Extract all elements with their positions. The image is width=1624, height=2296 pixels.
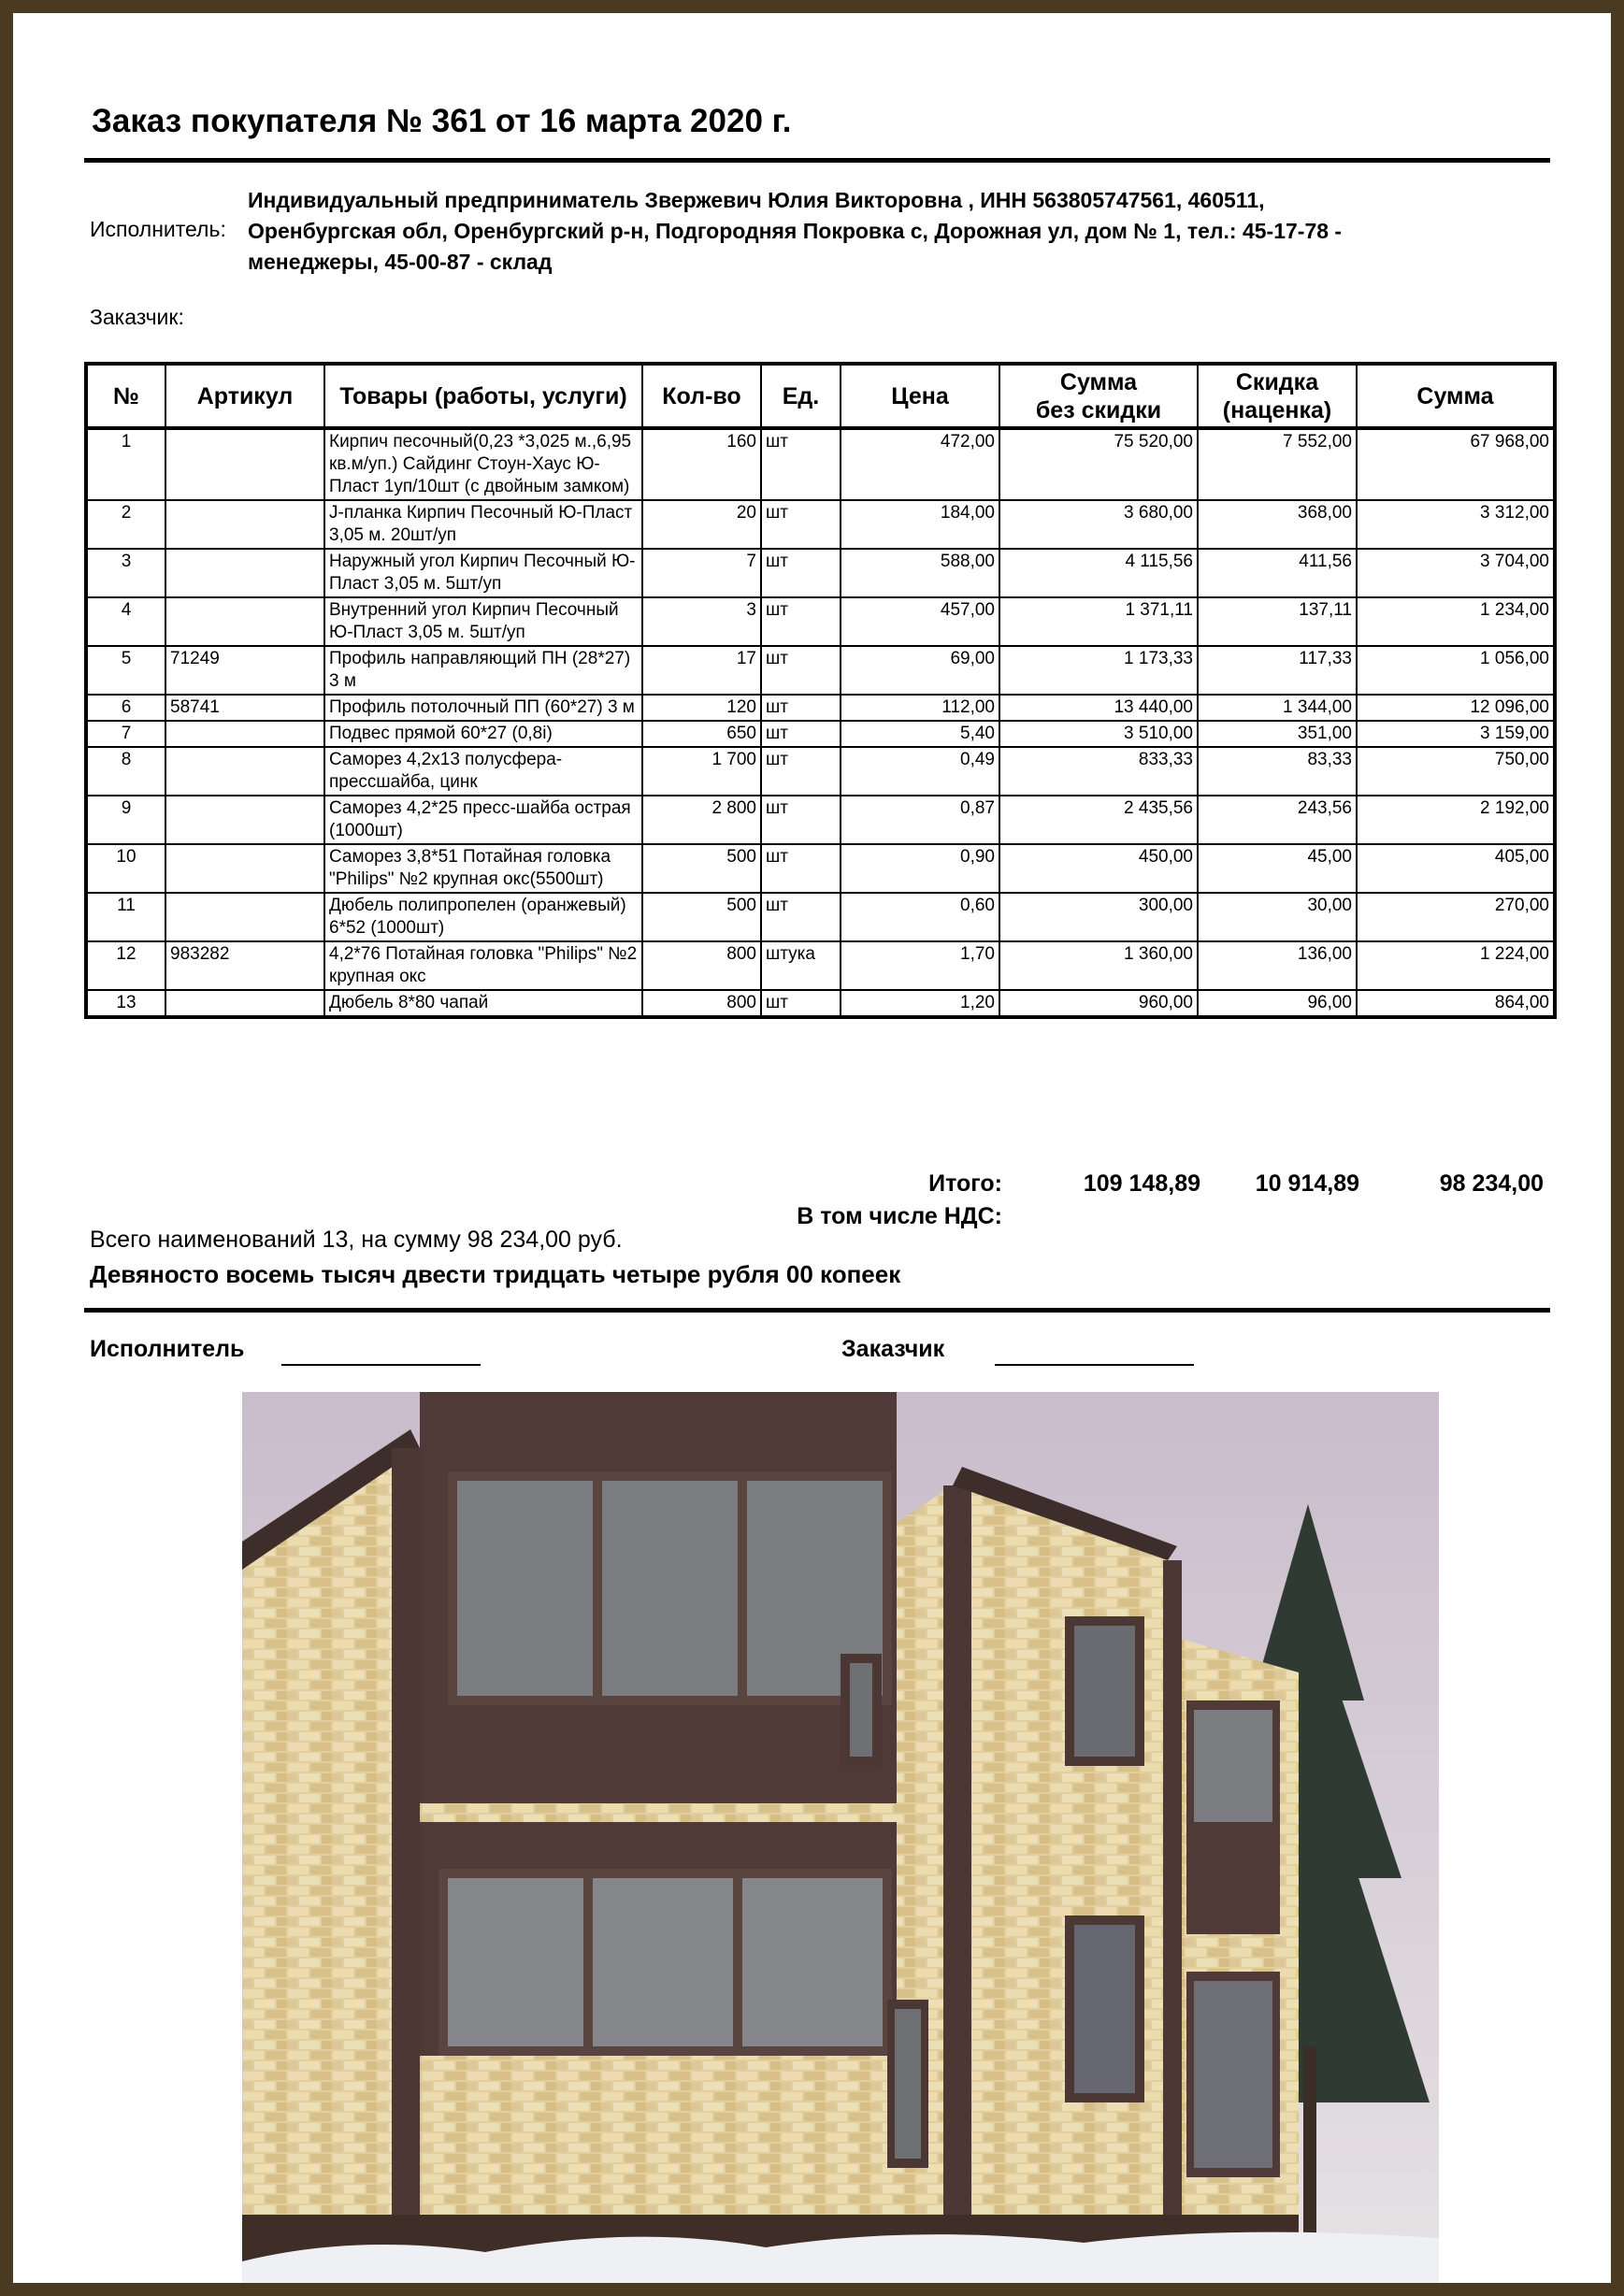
row-sum-no-discount: 1 371,11: [999, 597, 1198, 646]
total-discount: 10 914,89: [1255, 1170, 1359, 1197]
row-discount: 117,33: [1198, 646, 1357, 695]
row-number: 3: [86, 549, 165, 597]
row-discount: 96,00: [1198, 990, 1357, 1017]
row-goods-name: Профиль направляющий ПН (28*27) 3 м: [324, 646, 642, 695]
row-quantity: 20: [642, 500, 761, 549]
row-article: 71249: [165, 646, 324, 695]
row-sum: 270,00: [1357, 893, 1555, 941]
row-goods-name: Профиль потолочный ПП (60*27) 3 м: [324, 695, 642, 721]
row-quantity: 3: [642, 597, 761, 646]
row-unit: шт: [761, 990, 841, 1017]
row-discount: 45,00: [1198, 844, 1357, 893]
row-sum-no-discount: 1 360,00: [999, 941, 1198, 990]
order-document: [13, 13, 1611, 2283]
row-unit: штука: [761, 941, 841, 990]
header-price: Цена: [841, 364, 999, 428]
row-discount: 137,11: [1198, 597, 1357, 646]
row-goods-name: 4,2*76 Потайная головка "Philips" №2 крупная окс: [324, 941, 642, 990]
row-quantity: 7: [642, 549, 761, 597]
row-quantity: 800: [642, 941, 761, 990]
row-number: 11: [86, 893, 165, 941]
row-price: 69,00: [841, 646, 999, 695]
row-price: 112,00: [841, 695, 999, 721]
row-sum: 3 704,00: [1357, 549, 1555, 597]
row-price: 0,49: [841, 747, 999, 796]
house-illustration: [242, 1392, 1439, 2283]
row-unit: шт: [761, 695, 841, 721]
row-quantity: 120: [642, 695, 761, 721]
row-price: 0,87: [841, 796, 999, 844]
items-count-summary: Всего наименований 13, на сумму 98 234,00 руб.: [90, 1227, 623, 1253]
row-discount: 136,00: [1198, 941, 1357, 990]
row-unit: шт: [761, 428, 841, 500]
row-unit: шт: [761, 549, 841, 597]
table-body: [86, 428, 1555, 1017]
table-row: [86, 747, 1555, 796]
row-sum-no-discount: 3 510,00: [999, 721, 1198, 747]
row-price: 184,00: [841, 500, 999, 549]
row-article: [165, 893, 324, 941]
row-article: [165, 428, 324, 500]
row-unit: шт: [761, 796, 841, 844]
row-number: 9: [86, 796, 165, 844]
row-article: [165, 796, 324, 844]
row-goods-name: Внутренний угол Кирпич Песочный Ю-Пласт 3,05 м. 5шт/уп: [324, 597, 642, 646]
row-article: [165, 747, 324, 796]
table-row: [86, 721, 1555, 747]
customer-label: Заказчик:: [90, 305, 184, 329]
header-sum: Сумма: [1357, 364, 1555, 428]
row-unit: шт: [761, 721, 841, 747]
table-row: [86, 549, 1555, 597]
row-goods-name: Саморез 3,8*51 Потайная головка "Philips" №2 крупная окс(5500шт): [324, 844, 642, 893]
total-sum-no-discount: 109 148,89: [1083, 1170, 1200, 1197]
row-article: [165, 844, 324, 893]
row-goods-name: Дюбель 8*80 чапай: [324, 990, 642, 1017]
row-discount: 368,00: [1198, 500, 1357, 549]
table-row: [86, 597, 1555, 646]
row-sum-no-discount: 300,00: [999, 893, 1198, 941]
row-goods-name: Дюбель полипропелен (оранжевый) 6*52 (1000шт): [324, 893, 642, 941]
row-article: [165, 721, 324, 747]
customer-signature-line: [995, 1364, 1194, 1366]
row-sum-no-discount: 450,00: [999, 844, 1198, 893]
row-number: 1: [86, 428, 165, 500]
table-row: [86, 428, 1555, 500]
row-sum-no-discount: 1 173,33: [999, 646, 1198, 695]
row-article: [165, 549, 324, 597]
table-row: [86, 500, 1555, 549]
row-unit: шт: [761, 844, 841, 893]
row-sum: 12 096,00: [1357, 695, 1555, 721]
table-row: [86, 941, 1555, 990]
row-unit: шт: [761, 500, 841, 549]
table-row: [86, 990, 1555, 1017]
row-number: 8: [86, 747, 165, 796]
row-discount: 243,56: [1198, 796, 1357, 844]
header-goods: Товары (работы, услуги): [324, 364, 642, 428]
row-sum: 3 159,00: [1357, 721, 1555, 747]
executor-label: Исполнитель:: [90, 217, 226, 241]
customer-signature-label: Заказчик: [841, 1336, 945, 1362]
row-sum: 1 224,00: [1357, 941, 1555, 990]
table-header-row: [86, 364, 1555, 428]
row-discount: 1 344,00: [1198, 695, 1357, 721]
row-number: 6: [86, 695, 165, 721]
row-number: 4: [86, 597, 165, 646]
row-price: 588,00: [841, 549, 999, 597]
table-row: [86, 695, 1555, 721]
row-price: 0,90: [841, 844, 999, 893]
row-sum: 405,00: [1357, 844, 1555, 893]
header-article: Артикул: [165, 364, 324, 428]
row-number: 13: [86, 990, 165, 1017]
row-article: [165, 990, 324, 1017]
row-goods-name: Подвес прямой 60*27 (0,8i): [324, 721, 642, 747]
row-sum-no-discount: 75 520,00: [999, 428, 1198, 500]
row-discount: 30,00: [1198, 893, 1357, 941]
header-discount: Скидка (наценка): [1198, 364, 1357, 428]
document-title: Заказ покупателя № 361 от 16 марта 2020 г.: [92, 103, 792, 139]
house-facade-photo: [242, 1392, 1439, 2283]
row-unit: шт: [761, 646, 841, 695]
row-sum: 3 312,00: [1357, 500, 1555, 549]
row-price: 1,70: [841, 941, 999, 990]
row-sum: 2 192,00: [1357, 796, 1555, 844]
executor-line: Индивидуальный предприниматель Звержевич Юлия Викторовна , ИНН 563805747561, 460511,: [248, 188, 1265, 212]
row-number: 7: [86, 721, 165, 747]
row-quantity: 650: [642, 721, 761, 747]
table-row: [86, 844, 1555, 893]
header-number: №: [86, 364, 165, 428]
row-sum-no-discount: 4 115,56: [999, 549, 1198, 597]
vat-label: В том числе НДС:: [797, 1203, 1002, 1229]
row-article: [165, 500, 324, 549]
row-number: 5: [86, 646, 165, 695]
row-goods-name: Саморез 4,2*25 пресс-шайба острая (1000шт): [324, 796, 642, 844]
row-goods-name: J-планка Кирпич Песочный Ю-Пласт 3,05 м. 20шт/уп: [324, 500, 642, 549]
row-sum-no-discount: 833,33: [999, 747, 1198, 796]
executor-details: [248, 185, 1547, 278]
row-discount: 351,00: [1198, 721, 1357, 747]
row-number: 10: [86, 844, 165, 893]
row-number: 2: [86, 500, 165, 549]
row-price: 457,00: [841, 597, 999, 646]
executor-signature-label: Исполнитель: [90, 1336, 245, 1362]
amount-in-words: Девяносто восемь тысяч двести тридцать четыре рубля 00 копеек: [90, 1260, 901, 1288]
total-sum: 98 234,00: [1439, 1170, 1544, 1197]
row-number: 12: [86, 941, 165, 990]
executor-line: Оренбургская обл, Оренбургский р-н, Подгородняя Покровка с, Дорожная ул, дом № 1, тел.: 45-17-78 -: [248, 219, 1343, 243]
row-unit: шт: [761, 893, 841, 941]
row-sum: 864,00: [1357, 990, 1555, 1017]
row-sum: 1 056,00: [1357, 646, 1555, 695]
executor-line: менеджеры, 45-00-87 - склад: [248, 250, 553, 274]
items-table: [84, 362, 1557, 1019]
row-price: 5,40: [841, 721, 999, 747]
row-quantity: 17: [642, 646, 761, 695]
table-row: [86, 796, 1555, 844]
row-article: 58741: [165, 695, 324, 721]
row-sum-no-discount: 3 680,00: [999, 500, 1198, 549]
executor-signature-line: [281, 1364, 481, 1366]
title-divider: [84, 158, 1550, 163]
row-sum: 67 968,00: [1357, 428, 1555, 500]
row-goods-name: Кирпич песочный(0,23 *3,025 м.,6,95 кв.м/уп.) Сайдинг Стоун-Хаус Ю-Пласт 1уп/10шт (с двойным замком): [324, 428, 642, 500]
row-article: 983282: [165, 941, 324, 990]
row-sum: 750,00: [1357, 747, 1555, 796]
header-sum-no-discount: Сумма без скидки: [999, 364, 1198, 428]
row-price: 0,60: [841, 893, 999, 941]
row-quantity: 500: [642, 893, 761, 941]
row-quantity: 500: [642, 844, 761, 893]
table-row: [86, 646, 1555, 695]
signature-divider: [84, 1308, 1550, 1313]
row-quantity: 1 700: [642, 747, 761, 796]
row-discount: 7 552,00: [1198, 428, 1357, 500]
row-quantity: 2 800: [642, 796, 761, 844]
row-quantity: 800: [642, 990, 761, 1017]
row-sum-no-discount: 960,00: [999, 990, 1198, 1017]
row-goods-name: Саморез 4,2х13 полусфера-прессшайба, цинк: [324, 747, 642, 796]
table-row: [86, 893, 1555, 941]
row-discount: 411,56: [1198, 549, 1357, 597]
row-goods-name: Наружный угол Кирпич Песочный Ю-Пласт 3,05 м. 5шт/уп: [324, 549, 642, 597]
row-article: [165, 597, 324, 646]
row-discount: 83,33: [1198, 747, 1357, 796]
header-quantity: Кол-во: [642, 364, 761, 428]
row-sum-no-discount: 13 440,00: [999, 695, 1198, 721]
header-unit: Ед.: [761, 364, 841, 428]
totals-label: Итого:: [928, 1170, 1002, 1197]
row-sum-no-discount: 2 435,56: [999, 796, 1198, 844]
row-quantity: 160: [642, 428, 761, 500]
row-price: 1,20: [841, 990, 999, 1017]
row-sum: 1 234,00: [1357, 597, 1555, 646]
row-price: 472,00: [841, 428, 999, 500]
row-unit: шт: [761, 597, 841, 646]
row-unit: шт: [761, 747, 841, 796]
